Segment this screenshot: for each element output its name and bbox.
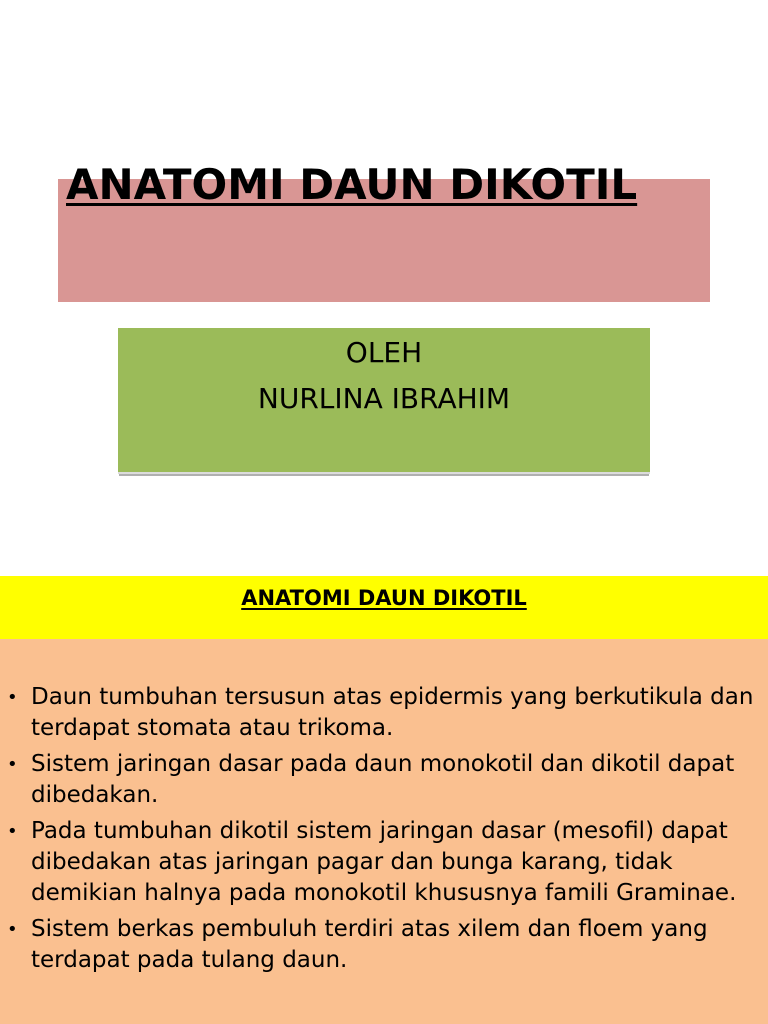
bullet-item <box>0 914 768 976</box>
bullet-text: Daun tumbuhan tersusun atas epidermis yang berkutikula dan terdapat stomata atau trikoma. <box>31 684 754 741</box>
bullet-icon: • <box>7 754 18 775</box>
bullet-icon: • <box>7 919 18 940</box>
bullet-icon: • <box>7 821 18 842</box>
bullet-item <box>0 816 768 909</box>
bullet-item <box>0 682 768 744</box>
section-heading: ANATOMI DAUN DIKOTIL <box>241 586 527 610</box>
bullet-text: Sistem jaringan dasar pada daun monokotil dan dikotil dapat dibedakan. <box>31 751 735 808</box>
author-name: NURLINA IBRAHIM <box>257 382 511 415</box>
bullet-text: Sistem berkas pembuluh terdiri atas xilem dan floem yang terdapat pada tulang daun. <box>31 916 708 973</box>
slide-title: ANATOMI DAUN DIKOTIL <box>66 160 638 209</box>
author-box <box>118 328 650 474</box>
bullet-text: Pada tumbuhan dikotil sistem jaringan dasar (mesofil) dapat dibedakan atas jaringan pagar dan bunga karang, tidak demikian halnya pada monokotil khususnya famili Graminae. <box>31 818 737 906</box>
author-label: OLEH <box>345 336 423 369</box>
bullet-item <box>0 749 768 811</box>
content-slide <box>0 576 768 1024</box>
bullet-icon: • <box>7 687 18 708</box>
header-bar <box>0 576 768 639</box>
bullet-list <box>0 682 768 981</box>
